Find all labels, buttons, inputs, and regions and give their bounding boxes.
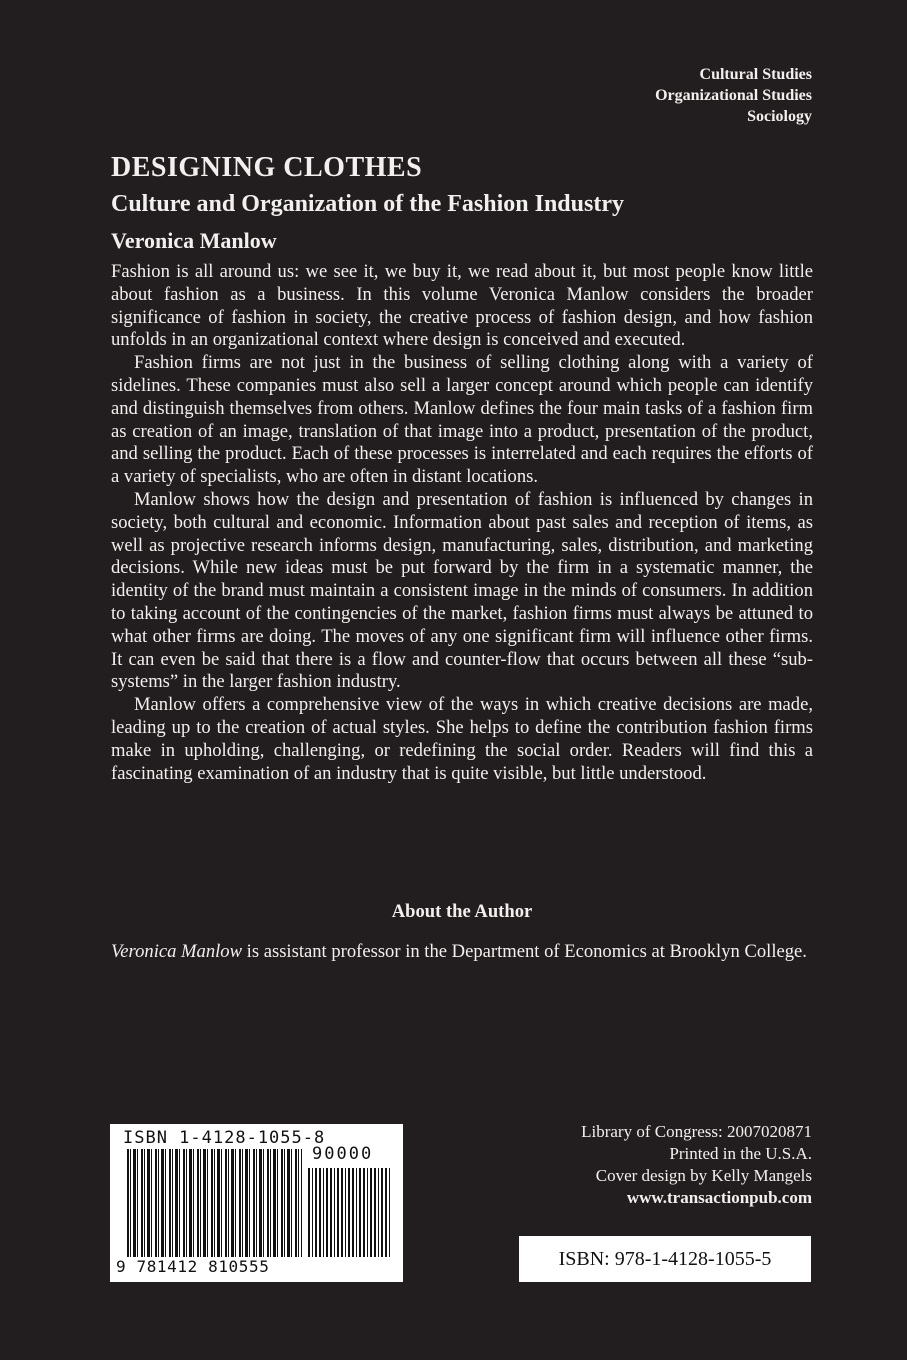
- author-bio-text: is assistant professor in the Department of Economics at Brooklyn College.: [242, 941, 807, 962]
- author-bio: [111, 941, 813, 964]
- book-title: DESIGNING CLOTHES: [111, 152, 423, 183]
- category-sociology: Sociology: [747, 108, 812, 125]
- isbn-barcode: [110, 1124, 403, 1282]
- description-paragraph: Manlow shows how the design and presentation of fashion is influenced by changes in society, both cultural and economic. Information about past sales and reception of items, as well as projective research informs design, manufacturing, sales, distribution, and marketing decisions. While new ideas must be put forward by the firm in a systematic manner, the identity of the brand must maintain a consistent image in the minds of consumers. In addition to taking account of the contingencies of the market, fashion firms must always be attuned to what other firms are doing. The moves of any one significant firm will influence other firms. It can even be said that there is a flow and counter-flow that occurs between all these “sub-systems” in the larger fashion industry.: [111, 488, 813, 693]
- printed-in: Printed in the U.S.A.: [669, 1144, 812, 1163]
- about-author-heading: About the Author: [391, 901, 533, 922]
- barcode-digits: 9 781412 810555: [116, 1257, 270, 1276]
- publisher-website: www.transactionpub.com: [626, 1188, 812, 1207]
- author-bio-name: Veronica Manlow: [111, 941, 242, 962]
- cover-design-credit: Cover design by Kelly Mangels: [595, 1166, 812, 1185]
- book-description: [111, 261, 813, 785]
- subject-categories: [655, 64, 812, 127]
- category-cultural-studies: Cultural Studies: [699, 66, 812, 83]
- description-paragraph: Fashion is all around us: we see it, we buy it, we read about it, but most people know little about fashion as a business. In this volume Veronica Manlow considers the broader significance of fashion in society, the creative process of fashion design, and how fashion unfolds in an organizational context where design is conceived and executed.: [111, 261, 813, 351]
- isbn13-label: ISBN: 978-1-4128-1055-5: [519, 1236, 811, 1282]
- barcode-price-code: 90000: [312, 1144, 374, 1164]
- description-paragraph: Fashion firms are not just in the business of selling clothing along with a variety of sidelines. These companies must also sell a larger concept around which people can identify and distinguish themselves from others. Manlow defines the four main tasks of a fashion firm as creation of an image, translation of that image into a product, presentation of the product, and selling the product. Each of these processes is interrelated and each requires the efforts of a variety of specialists, who are often in distant locations.: [111, 352, 813, 488]
- publisher-info: [581, 1121, 812, 1209]
- description-paragraph: Manlow offers a comprehensive view of the ways in which creative decisions are made, leading up to the creation of actual styles. She helps to define the contribution fashion firms make in upholding, challenging, or redefining the social order. Readers will find this a fascinating examination of an industry that is quite visible, but little understood.: [111, 694, 813, 784]
- barcode-bars: [127, 1149, 302, 1257]
- barcode-addon-bars: [308, 1168, 390, 1257]
- book-author: Veronica Manlow: [111, 228, 277, 253]
- barcode-isbn-label: ISBN 1-4128-1055-8: [123, 1128, 326, 1148]
- library-of-congress: Library of Congress: 2007020871: [581, 1122, 812, 1141]
- category-organizational-studies: Organizational Studies: [655, 87, 812, 104]
- book-subtitle: Culture and Organization of the Fashion Industry: [111, 191, 624, 217]
